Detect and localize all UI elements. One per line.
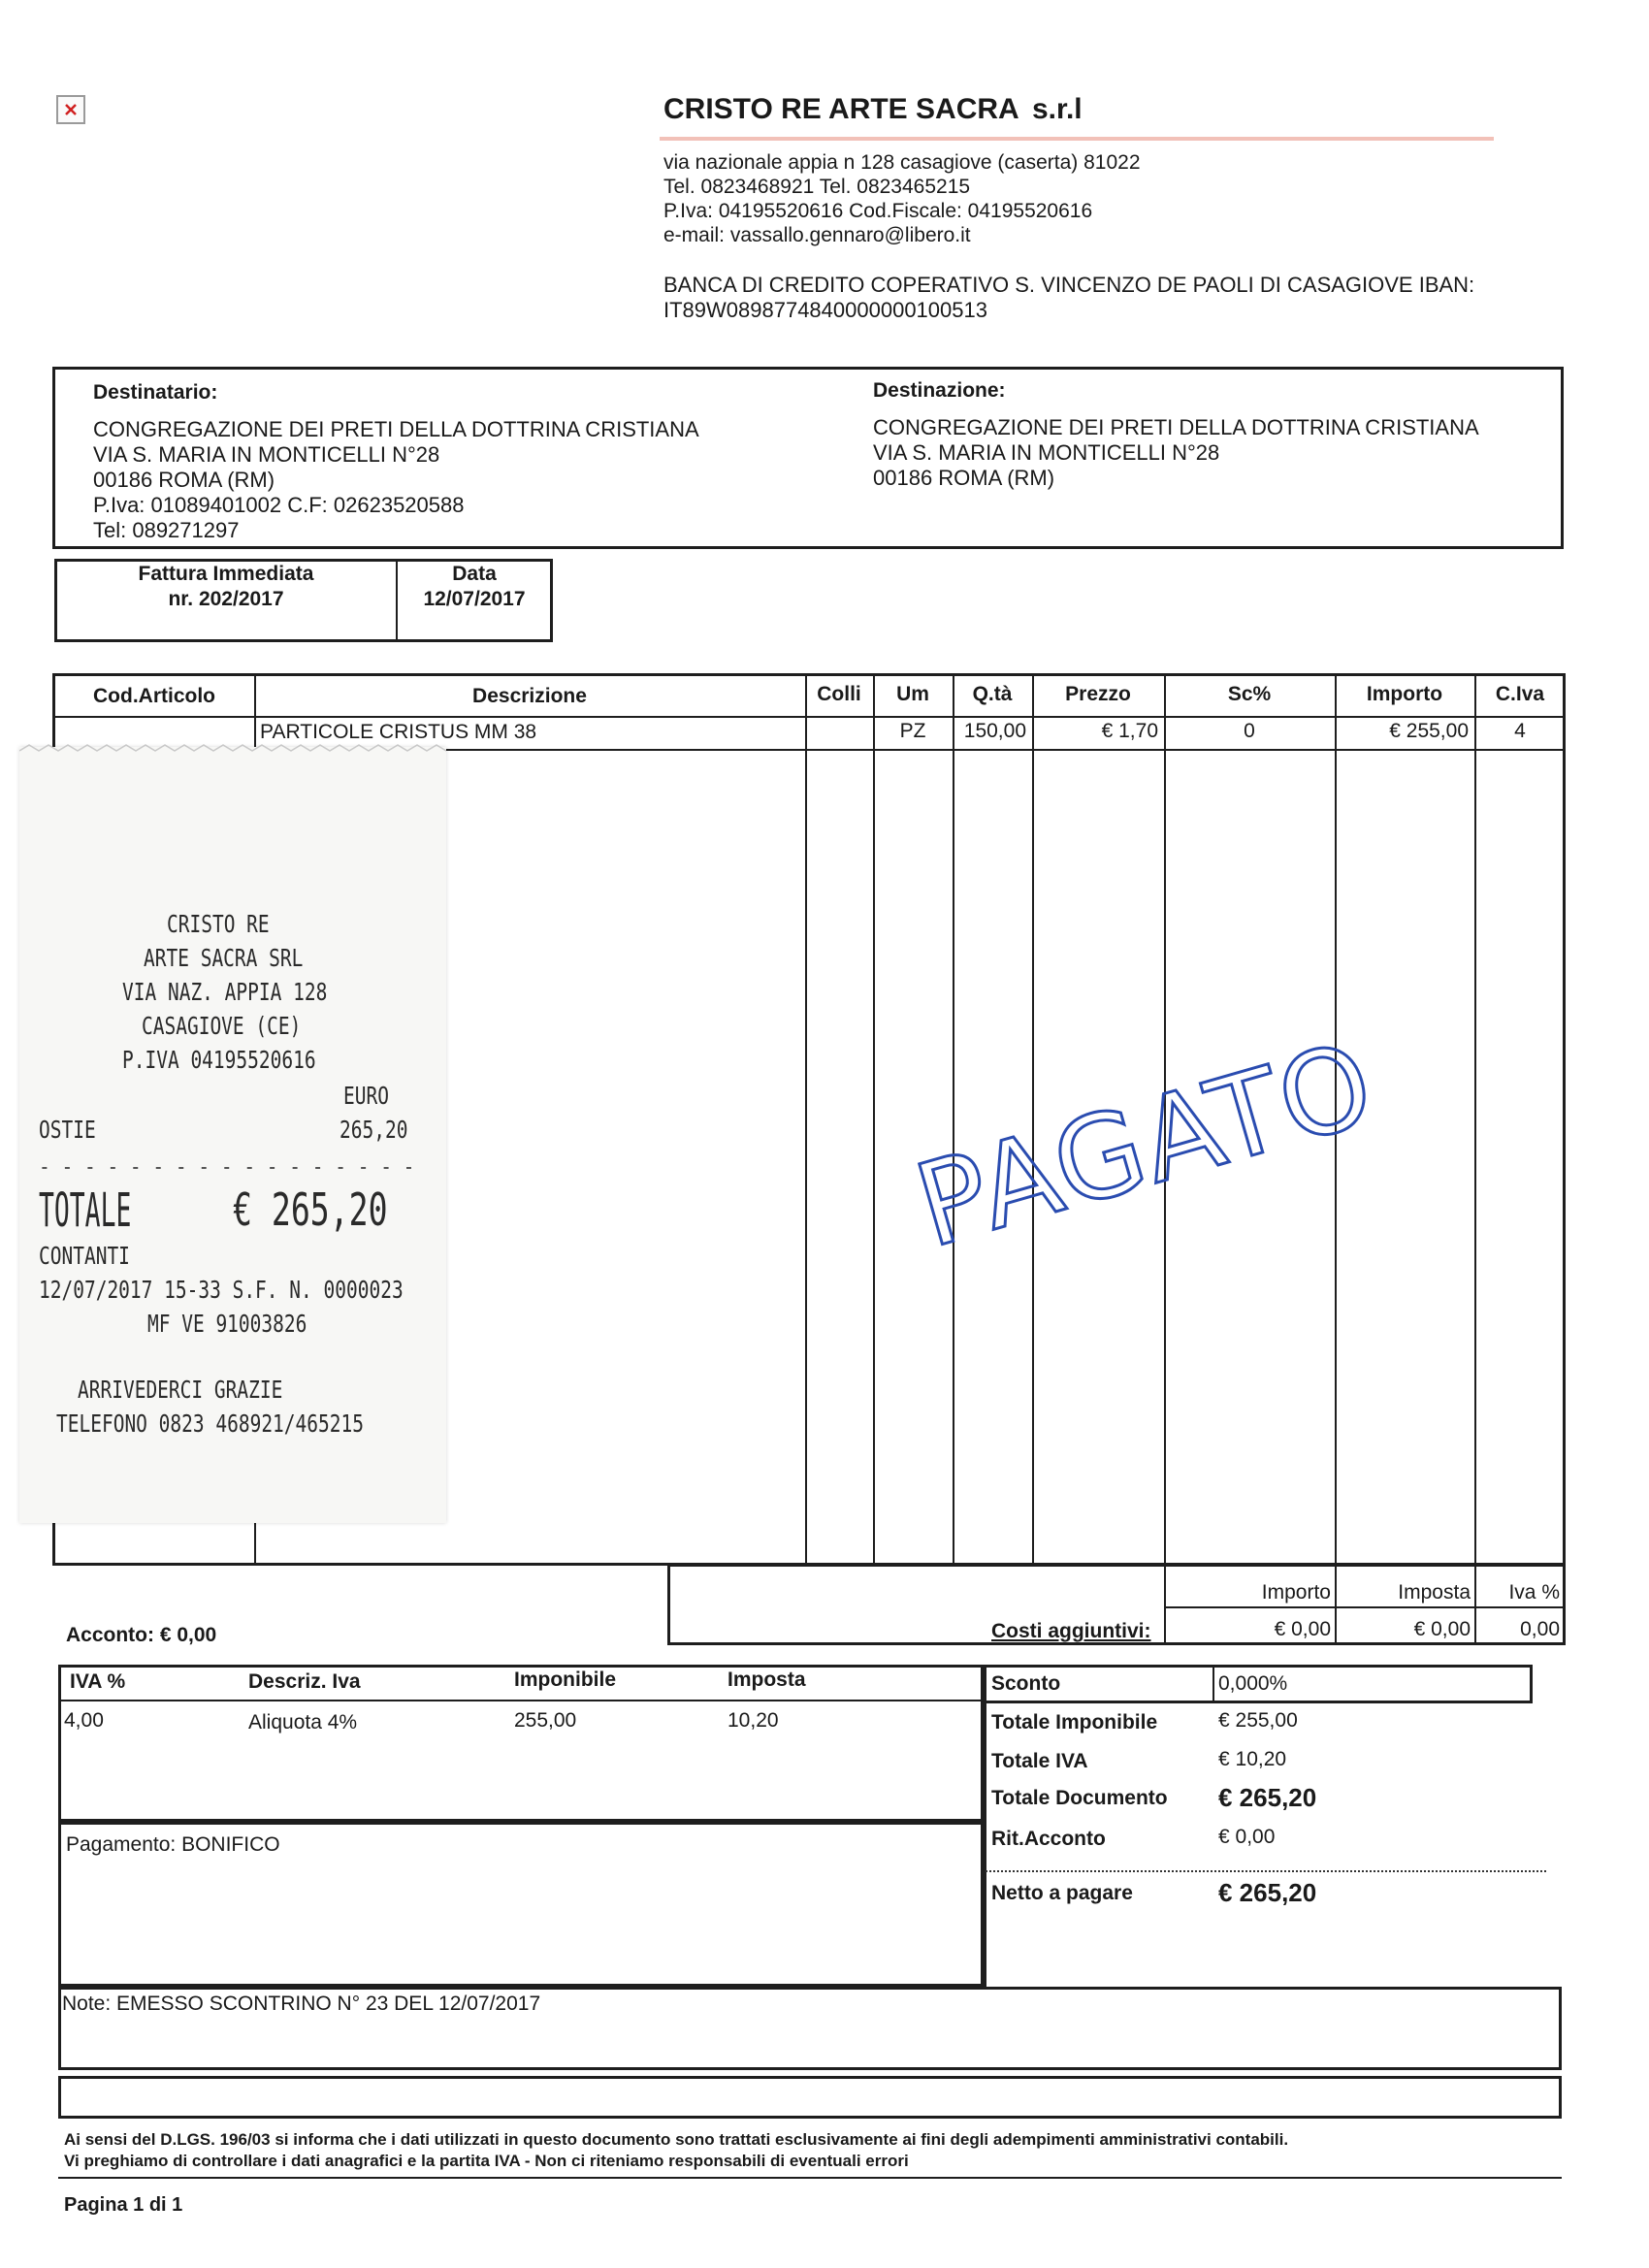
paid-stamp: PAGATO — [902, 1016, 1389, 1274]
header-civa: C.Iva — [1495, 683, 1545, 705]
totale-iva-value: € 10,20 — [1218, 1748, 1287, 1770]
destinazione-line: CONGREGAZIONE DEI PRETI DELLA DOTTRINA CRISTIANA — [873, 415, 1479, 439]
receipt-phone: TELEFONO 0823 468921/465215 — [56, 1409, 364, 1438]
costs-value-imposta: € 0,00 — [1413, 1618, 1471, 1640]
totale-documento-value: € 265,20 — [1218, 1783, 1317, 1812]
header-um: Um — [896, 683, 929, 705]
iva-header-imponibile: Imponibile — [514, 1669, 616, 1691]
receipt-line: P.IVA 04195520616 — [122, 1046, 316, 1074]
header-rule — [660, 137, 1494, 141]
company-iban: IT89W0898774840000000100513 — [663, 298, 987, 322]
receipt-currency: EURO — [343, 1082, 389, 1110]
iva-cell-perc: 4,00 — [64, 1709, 104, 1732]
totals-dotted-rule — [986, 1870, 1546, 1872]
header-prezzo: Prezzo — [1065, 683, 1131, 705]
sconto-divider — [1212, 1665, 1214, 1703]
col-rule — [953, 673, 954, 1566]
iva-header-perc: IVA % — [70, 1670, 126, 1693]
costs-value-importo: € 0,00 — [1274, 1618, 1331, 1640]
destinatario-line: VIA S. MARIA IN MONTICELLI N°28 — [93, 442, 440, 467]
company-bank: BANCA DI CREDITO COPERATIVO S. VINCENZO DE PAOLI DI CASAGIOVE IBAN: — [663, 273, 1475, 297]
costs-value-iva: 0,00 — [1520, 1618, 1560, 1640]
footer-rule — [58, 2177, 1562, 2179]
costs-rule — [1164, 1606, 1566, 1608]
iva-cell-imposta: 10,20 — [728, 1709, 779, 1732]
destinazione-label: Destinazione: — [873, 379, 1006, 402]
notes: Note: EMESSO SCONTRINO N° 23 DEL 12/07/2017 — [62, 1993, 541, 2015]
totale-documento-label: Totale Documento — [991, 1787, 1168, 1809]
cell-importo: € 255,00 — [1389, 720, 1469, 742]
invoice-date-label: Data — [452, 563, 497, 585]
receipt-torn-edge — [19, 741, 446, 755]
company-suffix: s.r.l — [1031, 93, 1083, 125]
totale-imponibile-value: € 255,00 — [1218, 1709, 1298, 1732]
iva-cell-imponibile: 255,00 — [514, 1709, 577, 1732]
iva-header-desc: Descriz. Iva — [248, 1670, 361, 1693]
receipt-serial: MF VE 91003826 — [147, 1310, 307, 1338]
col-rule — [1474, 673, 1476, 1566]
destinazione-line: 00186 ROMA (RM) — [873, 466, 1055, 490]
destinatario-line: Tel: 089271297 — [93, 518, 240, 542]
costs-label: Costi aggiuntivi: — [991, 1620, 1151, 1642]
page-number: Pagina 1 di 1 — [64, 2194, 183, 2216]
receipt-total-label: TOTALE — [39, 1183, 132, 1238]
items-header-rule — [52, 716, 1566, 718]
receipt-greeting: ARRIVEDERCI GRAZIE — [78, 1376, 283, 1404]
broken-image-icon — [56, 95, 85, 124]
notes-extra-box — [58, 2076, 1562, 2119]
iva-header-rule — [58, 1700, 984, 1701]
receipt-line: ARTE SACRA SRL — [144, 944, 304, 972]
acconto: Acconto: € 0,00 — [66, 1624, 217, 1646]
cell-prezzo: € 1,70 — [1101, 720, 1158, 742]
cell-descrizione: PARTICOLE CRISTUS MM 38 — [260, 721, 537, 743]
destinatario-label: Destinatario: — [93, 381, 218, 404]
destinatario-line: CONGREGAZIONE DEI PRETI DELLA DOTTRINA CRISTIANA — [93, 417, 699, 441]
costs-col-rule — [1164, 1564, 1166, 1645]
receipt-total-value: € 265,20 — [233, 1183, 388, 1236]
cell-um: PZ — [899, 720, 926, 742]
col-rule — [873, 673, 875, 1566]
iva-header-imposta: Imposta — [728, 1669, 806, 1691]
sconto-label: Sconto — [991, 1672, 1061, 1695]
costs-header-iva: Iva % — [1508, 1581, 1560, 1604]
destinazione-line: VIA S. MARIA IN MONTICELLI N°28 — [873, 440, 1220, 465]
netto-label: Netto a pagare — [991, 1882, 1133, 1904]
header-descrizione: Descrizione — [472, 685, 587, 707]
col-rule — [805, 673, 807, 1566]
netto-value: € 265,20 — [1218, 1878, 1317, 1907]
rit-acconto-value: € 0,00 — [1218, 1826, 1276, 1848]
totals-left-rule — [984, 1665, 986, 1987]
costs-header-imposta: Imposta — [1398, 1581, 1471, 1604]
rit-acconto-label: Rit.Acconto — [991, 1828, 1106, 1850]
receipt-item-amount: 265,20 — [340, 1116, 408, 1144]
header-importo: Importo — [1366, 683, 1443, 705]
receipt-line: CRISTO RE — [167, 910, 270, 938]
header-cod-articolo: Cod.Articolo — [93, 685, 215, 707]
company-address: via nazionale appia n 128 casagiove (caserta) 81022 — [663, 151, 1141, 174]
company-phones: Tel. 0823468921 Tel. 0823465215 — [663, 176, 971, 198]
company-tax: P.Iva: 04195520616 Cod.Fiscale: 04195520616 — [663, 200, 1093, 222]
company-email: e-mail: vassallo.gennaro@libero.it — [663, 224, 971, 246]
header-qta: Q.tà — [972, 683, 1013, 705]
cell-civa: 4 — [1514, 720, 1526, 742]
receipt-separator: - - - - - - - - - - - - - - - - - — [39, 1152, 415, 1181]
costs-header-importo: Importo — [1261, 1581, 1331, 1604]
destinatario-line: 00186 ROMA (RM) — [93, 468, 275, 492]
header-colli: Colli — [817, 683, 861, 705]
company-name — [663, 93, 1083, 126]
disclaimer: Vi preghiamo di controllare i dati anagrafici e la partita IVA - Non ci riteniamo responsabili di eventuali errori — [64, 2152, 909, 2170]
receipt-item: OSTIE — [39, 1116, 96, 1144]
destinatario-line: P.Iva: 01089401002 C.F: 02623520588 — [93, 493, 465, 517]
iva-cell-desc: Aliquota 4% — [248, 1711, 358, 1733]
receipt — [19, 747, 446, 1523]
header-sc: Sc% — [1227, 683, 1272, 705]
company-name-text: CRISTO RE ARTE SACRA — [663, 93, 1018, 125]
cell-qta: 150,00 — [963, 720, 1026, 742]
invoice-type: Fattura Immediata — [138, 563, 314, 585]
totale-imponibile-label: Totale Imponibile — [991, 1711, 1158, 1733]
receipt-line: CASAGIOVE (CE) — [142, 1012, 302, 1040]
totale-iva-label: Totale IVA — [991, 1750, 1088, 1772]
privacy-notice: Ai sensi del D.LGS. 196/03 si informa che i dati utilizzati in questo documento sono trattati esclusivamente ai fini degli adempimenti amministrativi contabili. — [64, 2130, 1289, 2149]
sconto-value: 0,000% — [1218, 1672, 1288, 1695]
receipt-datetime: 12/07/2017 15-33 S.F. N. 0000023 — [39, 1276, 404, 1304]
receipt-payment: CONTANTI — [39, 1242, 130, 1270]
invoice-number: nr. 202/2017 — [168, 588, 284, 610]
receipt-line: VIA NAZ. APPIA 128 — [122, 978, 328, 1006]
invoice-date: 12/07/2017 — [423, 588, 526, 610]
cell-sc: 0 — [1244, 720, 1255, 742]
payment-method: Pagamento: BONIFICO — [66, 1833, 280, 1856]
